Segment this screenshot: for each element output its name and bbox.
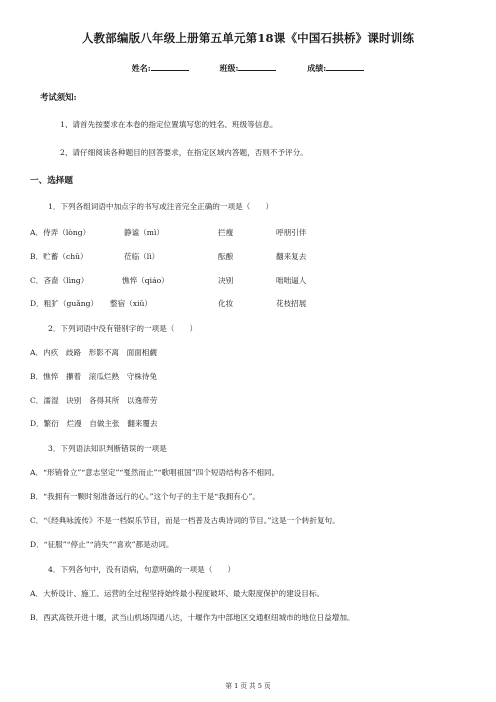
option-text: 咄咄逼人 [276,276,307,285]
notice-heading: 考试须知: [40,92,77,102]
option-text: 决别 [218,276,234,285]
score-field [307,63,364,73]
option-text: B．“我拥有一颗时刻准备远行的心。”这个句子的主干是“我拥有心”。 [30,492,260,501]
option-text: D．“征服”“停止”“消失”“喜欢”都是动词。 [30,540,174,549]
option-row [30,299,306,309]
option-row [30,276,306,286]
notice-item: 1、请首先按要求在本卷的指定位置填写您的姓名、班级等信息。 [60,120,278,129]
class-blank [238,62,276,71]
option-text: 莅临（lì） [124,252,160,261]
option-text: 翻来复去 [276,252,307,261]
student-info-row [0,62,496,74]
option-row [30,252,306,262]
option-text: 呼朋引伴 [276,228,307,237]
question-stem: 4．下列各句中，没有语病，句意明确的一项是（ ） [48,565,236,574]
option-text: A．内疚 歧路 形影不离 面面相觑 [30,348,157,357]
page-footer: 第 1 页 共 5 页 [225,682,271,690]
question-stem: 2．下列词语中没有错别字的一项是（ ） [48,324,198,333]
option-text: C．濡湿 诀别 各得其所 以逸带劳 [30,396,158,405]
question-stem: 3．下列语法知识判断错误的一项是 [48,444,167,453]
option-text: 憔悴（qiáo） [122,276,169,285]
option-text: A．侍弄（lòng） [30,228,91,237]
section-heading: 一、选择题 [30,176,73,186]
option-row [30,228,306,238]
score-blank [326,62,364,71]
notice-item: 2、请仔细阅读各种题目的回答要求，在指定区域内答题，否则不予评分。 [60,148,308,157]
name-label: 姓名: [131,63,151,73]
option-text: 拦瘦 [218,228,234,237]
option-text: A．大桥设计、施工、运营的全过程坚持始终最小程度破坏、最大限度保护的建设目标。 [30,589,325,598]
option-text: C．吝啬（lìng） [30,276,89,285]
option-text: D．粗犷（guǎng） [30,299,99,308]
option-text: A．“形销骨立”“意志坚定”“戛然而止”“歌唱祖国”四个短语结构各不相同。 [30,468,280,477]
option-text: B．憔悴 攥着 滚瓜烂熟 守株待兔 [30,372,158,381]
option-text: B．西武高铁开进十堰，武当山机场四通八达，十堰作为中部地区交通枢纽城市的地位日益增加。 [30,613,355,622]
option-text: C．“《经典咏流传》不是一档娱乐节目，而是一档普及古典诗词的节目。”这是一个转折复句。 [30,516,340,525]
score-label: 成绩: [307,63,327,73]
class-field [220,63,280,73]
option-text: 花枝招展 [276,299,307,308]
question-stem: 1．下列各组词语中加点字的书写或注音完全正确的一项是（ ） [48,202,274,211]
option-text: 酝酿 [218,252,234,261]
class-label: 班级: [219,63,239,73]
name-field [132,63,192,73]
option-text: D．繁衍 烂漫 自做主张 翻来覆去 [30,419,158,428]
option-text: 整宿（xiǔ） [110,299,152,308]
option-text: 化妆 [218,299,234,308]
option-text: B．贮蓄（chǔ） [30,252,88,261]
page-title: 人教部编版八年级上册第五单元第18课《中国石拱桥》课时训练 [81,31,415,45]
name-blank [151,62,189,71]
option-text: 静谧（mì） [124,228,165,237]
